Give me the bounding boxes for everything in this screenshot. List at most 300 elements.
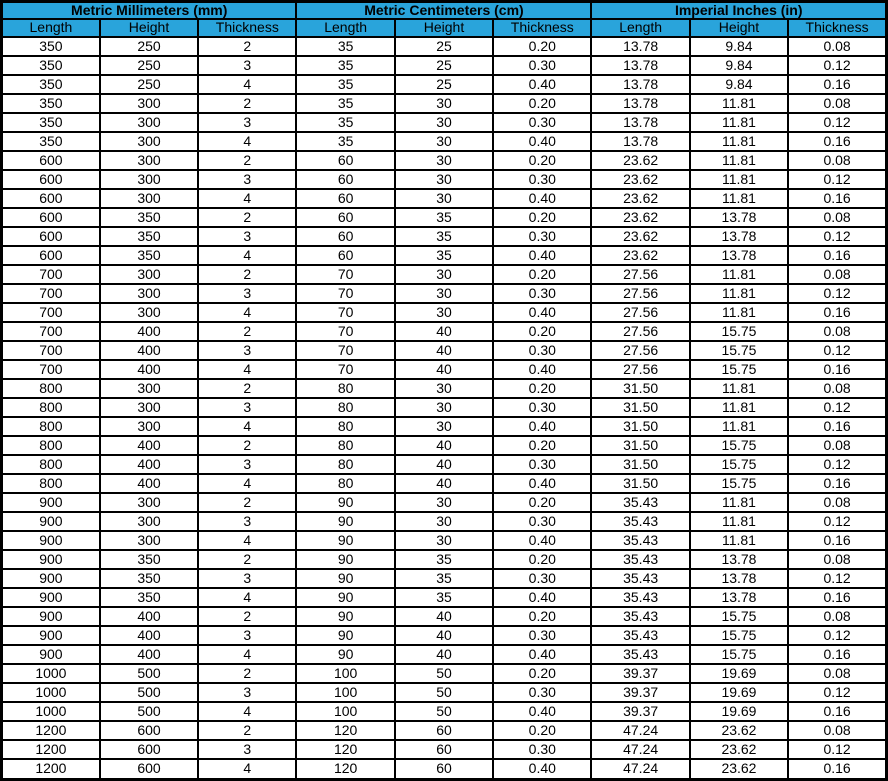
cell: 30 xyxy=(395,113,493,132)
cell: 1200 xyxy=(2,759,100,779)
table-row xyxy=(2,664,887,683)
cell: 35.43 xyxy=(591,550,689,569)
cell: 2 xyxy=(198,379,296,398)
cell: 60 xyxy=(296,227,394,246)
cell: 40 xyxy=(395,474,493,493)
cell: 11.81 xyxy=(690,189,788,208)
cell: 30 xyxy=(395,493,493,512)
table-row xyxy=(2,645,887,664)
cell: 30 xyxy=(395,379,493,398)
table-row xyxy=(2,474,887,493)
cell: 0.20 xyxy=(493,664,591,683)
table-row xyxy=(2,56,887,75)
cell: 0.40 xyxy=(493,360,591,379)
cell: 13.78 xyxy=(690,208,788,227)
cell: 4 xyxy=(198,75,296,94)
column-header-in-height: Height xyxy=(690,19,788,36)
cell: 11.81 xyxy=(690,284,788,303)
cell: 23.62 xyxy=(591,227,689,246)
cell: 70 xyxy=(296,265,394,284)
cell: 0.16 xyxy=(788,759,886,779)
cell: 15.75 xyxy=(690,360,788,379)
cell: 11.81 xyxy=(690,398,788,417)
cell: 13.78 xyxy=(591,132,689,151)
cell: 900 xyxy=(2,569,100,588)
cell: 90 xyxy=(296,512,394,531)
cell: 47.24 xyxy=(591,721,689,740)
cell: 60 xyxy=(395,759,493,779)
table-body xyxy=(2,37,887,780)
cell: 4 xyxy=(198,417,296,436)
table-row xyxy=(2,417,887,436)
cell: 350 xyxy=(100,227,198,246)
cell: 900 xyxy=(2,493,100,512)
cell: 30 xyxy=(395,284,493,303)
table-row xyxy=(2,379,887,398)
cell: 2 xyxy=(198,94,296,113)
cell: 800 xyxy=(2,379,100,398)
cell: 4 xyxy=(198,246,296,265)
cell: 300 xyxy=(100,189,198,208)
cell: 11.81 xyxy=(690,493,788,512)
cell: 600 xyxy=(2,227,100,246)
cell: 2 xyxy=(198,664,296,683)
cell: 300 xyxy=(100,417,198,436)
cell: 30 xyxy=(395,132,493,151)
cell: 400 xyxy=(100,455,198,474)
cell: 350 xyxy=(2,56,100,75)
cell: 80 xyxy=(296,436,394,455)
cell: 0.40 xyxy=(493,588,591,607)
cell: 4 xyxy=(198,189,296,208)
table-row xyxy=(2,303,887,322)
table-row xyxy=(2,284,887,303)
table-row xyxy=(2,398,887,417)
cell: 400 xyxy=(100,645,198,664)
cell: 40 xyxy=(395,455,493,474)
cell: 0.12 xyxy=(788,341,886,360)
table-row xyxy=(2,265,887,284)
cell: 0.40 xyxy=(493,246,591,265)
table-row xyxy=(2,436,887,455)
cell: 1000 xyxy=(2,664,100,683)
cell: 90 xyxy=(296,645,394,664)
cell: 13.78 xyxy=(690,588,788,607)
cell: 23.62 xyxy=(690,759,788,779)
cell: 35 xyxy=(395,227,493,246)
cell: 35 xyxy=(296,56,394,75)
cell: 0.40 xyxy=(493,645,591,664)
cell: 0.12 xyxy=(788,455,886,474)
cell: 700 xyxy=(2,265,100,284)
cell: 30 xyxy=(395,170,493,189)
cell: 350 xyxy=(2,113,100,132)
table-row xyxy=(2,531,887,550)
cell: 700 xyxy=(2,341,100,360)
cell: 13.78 xyxy=(690,569,788,588)
cell: 800 xyxy=(2,398,100,417)
cell: 0.16 xyxy=(788,75,886,94)
cell: 500 xyxy=(100,702,198,721)
cell: 0.40 xyxy=(493,417,591,436)
cell: 60 xyxy=(296,151,394,170)
column-header-cm-thickness: Thickness xyxy=(493,19,591,36)
cell: 350 xyxy=(2,132,100,151)
cell: 3 xyxy=(198,170,296,189)
cell: 0.20 xyxy=(493,265,591,284)
cell: 0.20 xyxy=(493,550,591,569)
cell: 800 xyxy=(2,455,100,474)
cell: 80 xyxy=(296,474,394,493)
cell: 3 xyxy=(198,113,296,132)
cell: 27.56 xyxy=(591,265,689,284)
cell: 15.75 xyxy=(690,322,788,341)
cell: 3 xyxy=(198,284,296,303)
cell: 30 xyxy=(395,151,493,170)
cell: 4 xyxy=(198,132,296,151)
cell: 80 xyxy=(296,417,394,436)
cell: 1200 xyxy=(2,740,100,759)
cell: 0.20 xyxy=(493,607,591,626)
group-header-row xyxy=(2,2,887,20)
cell: 13.78 xyxy=(690,227,788,246)
table-row xyxy=(2,208,887,227)
table-row xyxy=(2,588,887,607)
cell: 90 xyxy=(296,626,394,645)
cell: 23.62 xyxy=(591,246,689,265)
cell: 90 xyxy=(296,531,394,550)
cell: 2 xyxy=(198,37,296,56)
cell: 15.75 xyxy=(690,436,788,455)
cell: 0.16 xyxy=(788,132,886,151)
cell: 60 xyxy=(296,170,394,189)
column-header-row xyxy=(2,19,887,36)
cell: 300 xyxy=(100,512,198,531)
cell: 80 xyxy=(296,455,394,474)
cell: 0.12 xyxy=(788,170,886,189)
cell: 70 xyxy=(296,360,394,379)
cell: 23.62 xyxy=(591,151,689,170)
cell: 13.78 xyxy=(690,550,788,569)
table-row xyxy=(2,512,887,531)
cell: 13.78 xyxy=(591,113,689,132)
cell: 350 xyxy=(100,569,198,588)
cell: 0.16 xyxy=(788,474,886,493)
cell: 120 xyxy=(296,721,394,740)
cell: 350 xyxy=(100,588,198,607)
cell: 4 xyxy=(198,645,296,664)
cell: 500 xyxy=(100,664,198,683)
cell: 0.16 xyxy=(788,702,886,721)
cell: 80 xyxy=(296,379,394,398)
cell: 70 xyxy=(296,303,394,322)
cell: 31.50 xyxy=(591,455,689,474)
cell: 11.81 xyxy=(690,531,788,550)
cell: 4 xyxy=(198,702,296,721)
cell: 600 xyxy=(2,246,100,265)
column-header-cm-height: Height xyxy=(395,19,493,36)
cell: 35 xyxy=(296,37,394,56)
cell: 300 xyxy=(100,284,198,303)
cell: 4 xyxy=(198,474,296,493)
cell: 40 xyxy=(395,626,493,645)
cell: 350 xyxy=(100,208,198,227)
cell: 23.62 xyxy=(591,208,689,227)
cell: 250 xyxy=(100,75,198,94)
cell: 35 xyxy=(296,75,394,94)
table-row xyxy=(2,759,887,779)
cell: 60 xyxy=(395,740,493,759)
cell: 0.08 xyxy=(788,151,886,170)
cell: 23.62 xyxy=(690,740,788,759)
cell: 2 xyxy=(198,151,296,170)
group-header-metric-mm: Metric Millimeters (mm) xyxy=(2,2,297,20)
cell: 0.12 xyxy=(788,284,886,303)
cell: 13.78 xyxy=(591,37,689,56)
table-row xyxy=(2,493,887,512)
cell: 2 xyxy=(198,721,296,740)
cell: 70 xyxy=(296,284,394,303)
table-row xyxy=(2,113,887,132)
cell: 600 xyxy=(100,740,198,759)
cell: 31.50 xyxy=(591,398,689,417)
cell: 0.30 xyxy=(493,740,591,759)
cell: 90 xyxy=(296,607,394,626)
cell: 2 xyxy=(198,550,296,569)
cell: 4 xyxy=(198,303,296,322)
cell: 900 xyxy=(2,607,100,626)
cell: 0.16 xyxy=(788,303,886,322)
cell: 600 xyxy=(100,721,198,740)
cell: 350 xyxy=(100,246,198,265)
cell: 2 xyxy=(198,436,296,455)
cell: 500 xyxy=(100,683,198,702)
table-row xyxy=(2,607,887,626)
table-row xyxy=(2,94,887,113)
cell: 30 xyxy=(395,531,493,550)
cell: 40 xyxy=(395,645,493,664)
cell: 300 xyxy=(100,379,198,398)
table-row xyxy=(2,721,887,740)
cell: 80 xyxy=(296,398,394,417)
cell: 350 xyxy=(2,75,100,94)
cell: 11.81 xyxy=(690,417,788,436)
cell: 3 xyxy=(198,683,296,702)
cell: 0.30 xyxy=(493,113,591,132)
cell: 0.30 xyxy=(493,569,591,588)
cell: 300 xyxy=(100,113,198,132)
cell: 900 xyxy=(2,550,100,569)
table-row xyxy=(2,740,887,759)
table-row xyxy=(2,246,887,265)
cell: 300 xyxy=(100,265,198,284)
cell: 0.08 xyxy=(788,436,886,455)
cell: 13.78 xyxy=(591,56,689,75)
cell: 40 xyxy=(395,322,493,341)
cell: 0.08 xyxy=(788,664,886,683)
cell: 0.12 xyxy=(788,56,886,75)
cell: 4 xyxy=(198,531,296,550)
cell: 0.20 xyxy=(493,322,591,341)
cell: 0.08 xyxy=(788,208,886,227)
table-row xyxy=(2,550,887,569)
cell: 30 xyxy=(395,94,493,113)
cell: 600 xyxy=(2,170,100,189)
table-row xyxy=(2,341,887,360)
cell: 0.08 xyxy=(788,94,886,113)
cell: 27.56 xyxy=(591,284,689,303)
table-row xyxy=(2,151,887,170)
cell: 3 xyxy=(198,626,296,645)
table-row xyxy=(2,626,887,645)
cell: 800 xyxy=(2,417,100,436)
cell: 400 xyxy=(100,436,198,455)
cell: 1000 xyxy=(2,702,100,721)
cell: 600 xyxy=(2,151,100,170)
cell: 300 xyxy=(100,151,198,170)
cell: 11.81 xyxy=(690,151,788,170)
cell: 31.50 xyxy=(591,417,689,436)
cell: 39.37 xyxy=(591,664,689,683)
cell: 300 xyxy=(100,493,198,512)
cell: 30 xyxy=(395,398,493,417)
cell: 35.43 xyxy=(591,512,689,531)
cell: 70 xyxy=(296,341,394,360)
cell: 0.40 xyxy=(493,75,591,94)
cell: 39.37 xyxy=(591,683,689,702)
cell: 11.81 xyxy=(690,170,788,189)
cell: 35 xyxy=(296,94,394,113)
table-row xyxy=(2,75,887,94)
cell: 1200 xyxy=(2,721,100,740)
table-row xyxy=(2,170,887,189)
cell: 300 xyxy=(100,398,198,417)
cell: 3 xyxy=(198,569,296,588)
cell: 15.75 xyxy=(690,607,788,626)
cell: 9.84 xyxy=(690,75,788,94)
cell: 0.30 xyxy=(493,626,591,645)
cell: 35 xyxy=(395,550,493,569)
cell: 35 xyxy=(395,208,493,227)
cell: 0.08 xyxy=(788,322,886,341)
column-header-mm-height: Height xyxy=(100,19,198,36)
cell: 39.37 xyxy=(591,702,689,721)
cell: 27.56 xyxy=(591,322,689,341)
cell: 900 xyxy=(2,626,100,645)
cell: 35 xyxy=(395,246,493,265)
cell: 0.12 xyxy=(788,740,886,759)
cell: 11.81 xyxy=(690,265,788,284)
cell: 0.40 xyxy=(493,303,591,322)
cell: 1000 xyxy=(2,683,100,702)
cell: 60 xyxy=(395,721,493,740)
cell: 2 xyxy=(198,493,296,512)
cell: 9.84 xyxy=(690,56,788,75)
table-row xyxy=(2,455,887,474)
cell: 0.30 xyxy=(493,56,591,75)
group-header-imperial-in: Imperial Inches (in) xyxy=(591,2,886,20)
cell: 50 xyxy=(395,683,493,702)
cell: 11.81 xyxy=(690,303,788,322)
cell: 31.50 xyxy=(591,436,689,455)
cell: 4 xyxy=(198,588,296,607)
table-row xyxy=(2,132,887,151)
cell: 13.78 xyxy=(591,75,689,94)
cell: 19.69 xyxy=(690,664,788,683)
cell: 0.20 xyxy=(493,379,591,398)
group-header-metric-cm: Metric Centimeters (cm) xyxy=(296,2,591,20)
cell: 0.12 xyxy=(788,113,886,132)
cell: 35 xyxy=(296,132,394,151)
table-row xyxy=(2,569,887,588)
cell: 11.81 xyxy=(690,113,788,132)
cell: 2 xyxy=(198,607,296,626)
cell: 100 xyxy=(296,664,394,683)
cell: 0.12 xyxy=(788,569,886,588)
cell: 3 xyxy=(198,227,296,246)
cell: 15.75 xyxy=(690,455,788,474)
cell: 0.20 xyxy=(493,37,591,56)
cell: 0.12 xyxy=(788,683,886,702)
cell: 600 xyxy=(2,208,100,227)
cell: 40 xyxy=(395,341,493,360)
cell: 3 xyxy=(198,56,296,75)
cell: 300 xyxy=(100,94,198,113)
cell: 35.43 xyxy=(591,626,689,645)
table-row xyxy=(2,683,887,702)
cell: 23.62 xyxy=(690,721,788,740)
cell: 15.75 xyxy=(690,626,788,645)
cell: 30 xyxy=(395,189,493,208)
cell: 35.43 xyxy=(591,645,689,664)
cell: 90 xyxy=(296,588,394,607)
cell: 400 xyxy=(100,607,198,626)
cell: 400 xyxy=(100,360,198,379)
cell: 600 xyxy=(100,759,198,779)
cell: 0.08 xyxy=(788,265,886,284)
cell: 25 xyxy=(395,37,493,56)
cell: 30 xyxy=(395,303,493,322)
cell: 23.62 xyxy=(591,170,689,189)
cell: 0.30 xyxy=(493,398,591,417)
cell: 40 xyxy=(395,436,493,455)
cell: 0.30 xyxy=(493,512,591,531)
cell: 300 xyxy=(100,132,198,151)
cell: 700 xyxy=(2,303,100,322)
cell: 4 xyxy=(198,759,296,779)
cell: 90 xyxy=(296,550,394,569)
cell: 300 xyxy=(100,170,198,189)
cell: 13.78 xyxy=(690,246,788,265)
cell: 0.20 xyxy=(493,94,591,113)
cell: 11.81 xyxy=(690,132,788,151)
cell: 300 xyxy=(100,303,198,322)
table-row xyxy=(2,227,887,246)
cell: 25 xyxy=(395,75,493,94)
cell: 0.30 xyxy=(493,170,591,189)
cell: 35 xyxy=(395,569,493,588)
cell: 0.20 xyxy=(493,493,591,512)
cell: 11.81 xyxy=(690,512,788,531)
cell: 700 xyxy=(2,284,100,303)
cell: 400 xyxy=(100,626,198,645)
cell: 47.24 xyxy=(591,740,689,759)
column-header-mm-length: Length xyxy=(2,19,100,36)
cell: 23.62 xyxy=(591,189,689,208)
cell: 30 xyxy=(395,512,493,531)
cell: 30 xyxy=(395,417,493,436)
cell: 40 xyxy=(395,360,493,379)
